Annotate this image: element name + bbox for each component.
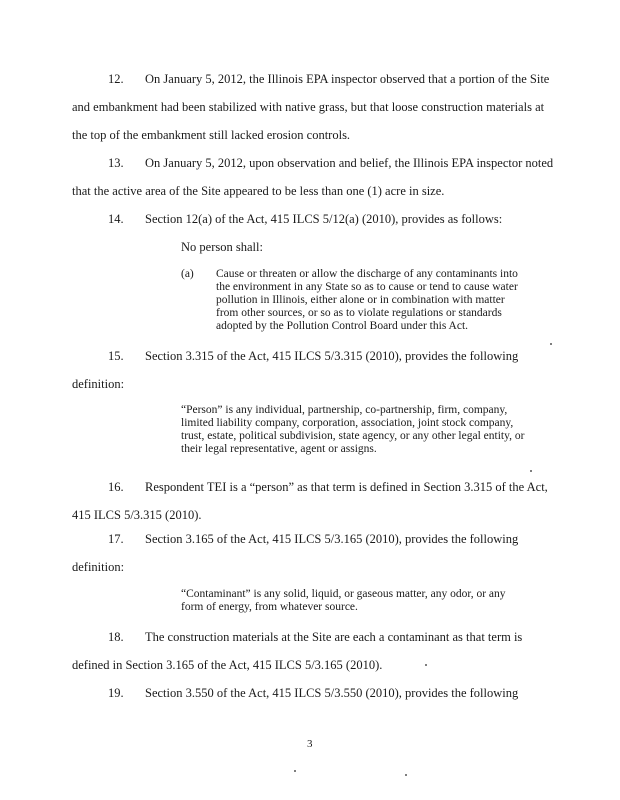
paragraph-13-number: 13. (108, 156, 124, 170)
scan-speck (294, 770, 296, 772)
paragraph-14-number: 14. (108, 212, 124, 226)
paragraph-18-number: 18. (108, 630, 124, 644)
paragraph-16-line: Respondent TEI is a “person” as that term is defined in Section 3.315 of the Act, (145, 480, 548, 494)
scan-speck (550, 343, 552, 345)
quote-item-label: (a) (181, 268, 194, 280)
definition-quote-line: “Contaminant” is any solid, liquid, or gaseous matter, any odor, or any (181, 588, 506, 600)
quote-item-line: Cause or threaten or allow the discharge of any contaminants into (216, 268, 518, 280)
quote-intro: No person shall: (181, 240, 263, 254)
paragraph-13-line: On January 5, 2012, upon observation and belief, the Illinois EPA inspector noted (145, 156, 554, 170)
paragraph-14-line: Section 12(a) of the Act, 415 ILCS 5/12(a) (2010), provides as follows: (145, 212, 503, 226)
paragraph-19-line: Section 3.550 of the Act, 415 ILCS 5/3.550 (2010), provides the following (145, 686, 519, 700)
paragraph-15-number: 15. (108, 349, 124, 363)
paragraph-19-number: 19. (108, 686, 124, 700)
paragraph-17-line: Section 3.165 of the Act, 415 ILCS 5/3.165 (2010), provides the following (145, 532, 519, 546)
definition-quote-line: trust, estate, political subdivision, state agency, or any other legal entity, or (181, 430, 525, 442)
paragraph-16-number: 16. (108, 480, 124, 494)
paragraph-12-line: On January 5, 2012, the Illinois EPA inspector observed that a portion of the Site (145, 72, 550, 86)
definition-quote-line: limited liability company, corporation, association, joint stock company, (181, 417, 514, 429)
scan-speck (405, 774, 407, 776)
scan-speck (530, 470, 532, 472)
page-number: 3 (307, 738, 313, 750)
paragraph-12-line: and embankment had been stabilized with native grass, but that loose construction materials at (72, 100, 545, 114)
paragraph-12-number: 12. (108, 72, 124, 86)
definition-quote-line: “Person” is any individual, partnership, co-partnership, firm, company, (181, 404, 508, 416)
quote-item-line: pollution in Illinois, either alone or in combination with matter (216, 294, 505, 306)
definition-quote-line: their legal representative, agent or assigns. (181, 443, 377, 455)
quote-item-line: adopted by the Pollution Control Board under this Act. (216, 320, 469, 332)
paragraph-13-line: that the active area of the Site appeared to be less than one (1) acre in size. (72, 184, 445, 198)
quote-item-line: the environment in any State so as to cause or tend to cause water (216, 281, 518, 293)
paragraph-17-number: 17. (108, 532, 124, 546)
quote-item-line: from other sources, or so as to violate regulations or standards (216, 307, 502, 319)
paragraph-15-line: Section 3.315 of the Act, 415 ILCS 5/3.315 (2010), provides the following (145, 349, 519, 363)
paragraph-15-line: definition: (72, 377, 125, 391)
scan-speck (425, 664, 427, 666)
definition-quote-line: form of energy, from whatever source. (181, 601, 358, 613)
paragraph-17-line: definition: (72, 560, 125, 574)
paragraph-18-line: defined in Section 3.165 of the Act, 415 ILCS 5/3.165 (2010). (72, 658, 383, 672)
paragraph-12-line: the top of the embankment still lacked erosion controls. (72, 128, 351, 142)
paragraph-18-line: The construction materials at the Site are each a contaminant as that term is (145, 630, 523, 644)
paragraph-16-line: 415 ILCS 5/3.315 (2010). (72, 508, 202, 522)
